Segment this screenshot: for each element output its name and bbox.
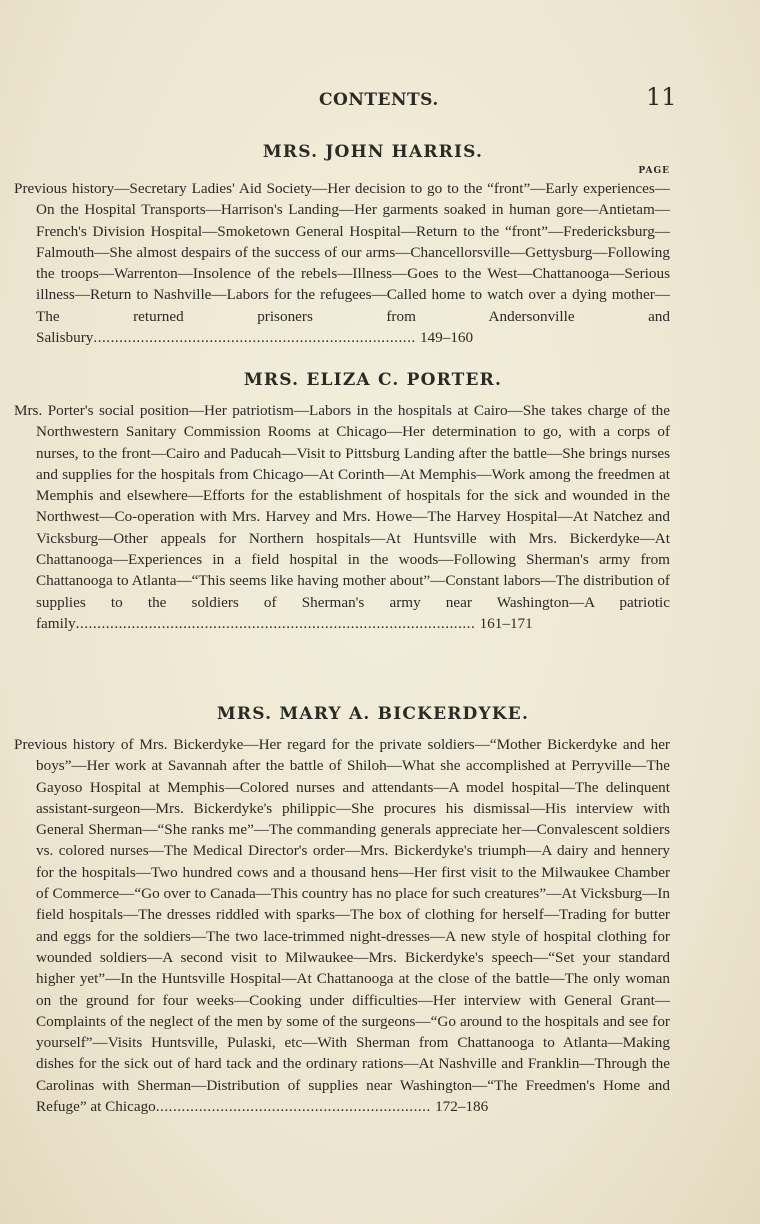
- dot-leader: .............................................................................................: [75, 614, 480, 632]
- section-title: MRS. MARY A. BICKERDYKE.: [216, 704, 530, 724]
- entry-summary: Previous history of Mrs. Bickerdyke—Her regard for the private soldiers—“Mother Bickerdyke and her boys”—Her work at Savannah after the battle of Shiloh—What she accomplished at Perryville—The Gayoso Hospital at Memphis—Colored nurses and attendants—A model hospital—The delinquent assistant-surgeon—Mrs. Bickerdyke's philippic—She procures his dismissal—His interview with General Sherman—“She ranks me”—The commanding generals appreciate her—Convalescent soldiers vs. colored nurses—The Medical Director's order—Mrs. Bickerdyke's triumph—A dairy and hennery for the hospitals—Two hundred cows and a thousand hens—Her first visit to the Milwaukee Chamber of Commerce—“Go over to Canada—This country has no place for such creatures”—At Vicksburg—In field hospitals—The dresses riddled with sparks—The box of clothing for herself—Trading for butter and eggs for the soldiers—The two lace-trimmed night-dresses—A new style of hospital clothing for wounded soldiers—A second visit to Milwaukee—Mrs. Bickerdyke's speech—“Set your standard higher yet”—In the Huntsville Hospital—At Chattanooga at the close of the battle—The only woman on the ground for four weeks—Cooking under difficulties—Her interview with General Grant—Complaints of the neglect of the men by some of the surgeons—“Go around to the hospitals and see for yourself”—Visits Huntsville, Pulaski, etc—With Sherman from Chattanooga to Atlanta—Making dishes for the sick out of hard tack and the ordinary rations—At Nashville and Franklin—Through the Carolinas with Sherman—Distribution of supplies near Washington—“The Freedmen's Home and Refuge” at Chicago: [14, 736, 670, 1116]
- entry-pages: 161–171: [479, 614, 533, 632]
- toc-entry: [14, 400, 670, 634]
- toc-entry: [14, 178, 670, 348]
- toc-section-bickerdyke: [14, 704, 670, 1117]
- entry-pages: 172–186: [435, 1098, 489, 1116]
- toc-section-harris: [14, 142, 670, 348]
- section-title: MRS. JOHN HARRIS.: [262, 142, 484, 162]
- page-column-label: PAGE: [638, 166, 670, 176]
- running-title: CONTENTS.: [319, 90, 439, 110]
- toc-section-porter: [14, 370, 670, 634]
- dot-leader: ...........................................................................: [93, 329, 420, 347]
- toc-entry: [14, 734, 670, 1117]
- entry-pages: 149–160: [419, 329, 474, 347]
- page-number: 11: [646, 83, 677, 111]
- section-title: MRS. ELIZA C. PORTER.: [243, 370, 503, 390]
- dot-leader: ................................................................: [155, 1098, 436, 1116]
- entry-summary: Mrs. Porter's social position—Her patriotism—Labors in the hospitals at Cairo—She takes charge of the Northwestern Sanitary Commission Rooms at Chicago—Her determination to go, with a corps of nurses, to the front—Cairo and Paducah—Visit to Pittsburg Landing after the battle—She brings nurses and supplies for the hospitals from Chicago—At Corinth—At Memphis—Work among the freedmen at Memphis and elsewhere—Efforts for the establishment of hospitals for the sick and wounded in the Northwest—Co-operation with Mrs. Harvey and Mrs. Howe—The Harvey Hospital—At Natchez and Vicksburg—Other appeals for Northern hospitals—At Huntsville with Mrs. Bickerdyke—At Chattanooga—Experiences in a field hospital in the woods—Following Sherman's army from Chattanooga to Atlanta—“This seems like having mother about”—Constant labors—The distribution of supplies to the soldiers of Sherman's army near Washington—A patriotic family: [14, 402, 670, 632]
- entry-summary: Previous history—Secretary Ladies' Aid Society—Her decision to go to the “front”—Early experiences—On the Hospital Transports—Harrison's Landing—Her garments soaked in human gore—Antietam—French's Division Hospital—Smoketown General Hospital—Return to the “front”—Fredericksburg—Falmouth—She almost despairs of the success of our arms—Chancellorsville—Gettysburg—Following the troops—Warrenton—Insolence of the rebels—Illness—Goes to the West—Chattanooga—Serious illness—Return to Nashville—Labors for the refugees—Called home to watch over a dying mother—The returned prisoners from Andersonville and Salisbury: [14, 180, 670, 347]
- running-head: [0, 83, 760, 116]
